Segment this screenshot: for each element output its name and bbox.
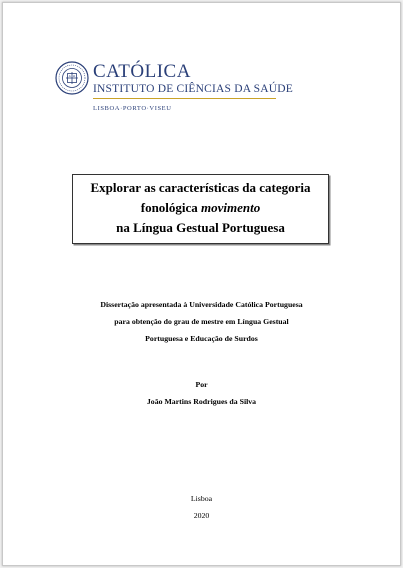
dissertation-line-2: para obtenção do grau de mestre em Língua Gestual	[114, 317, 289, 326]
author-name: João Martins Rodrigues da Silva	[146, 397, 257, 406]
thesis-title-line-2-prefix: fonológica	[140, 200, 202, 215]
university-logo	[55, 61, 295, 121]
dissertation-line-3: Portuguesa e Educação de Surdos	[145, 334, 258, 343]
thesis-title-line-1: Explorar as características da categoria	[90, 180, 311, 195]
author-block	[3, 376, 400, 410]
institute-name: INSTITUTO DE CIÊNCIAS DA SAÚDE	[93, 83, 294, 95]
university-seal-icon	[55, 61, 89, 95]
svg-text:Ω: Ω	[73, 74, 76, 78]
dissertation-statement	[3, 296, 400, 347]
campus-cities: LISBOA·PORTO·VISEU	[93, 105, 172, 112]
logo-divider	[93, 98, 276, 99]
dissertation-line-1: Dissertação apresentada à Universidade Católica Portuguesa	[100, 300, 303, 309]
university-name: CATÓLICA	[93, 61, 191, 82]
place-date-block	[3, 490, 400, 524]
author-by: Por	[195, 380, 208, 389]
thesis-title-line-2	[73, 198, 328, 218]
place: Lisboa	[190, 494, 213, 503]
thesis-title-line-3: na Língua Gestual Portuguesa	[116, 220, 285, 235]
thesis-title-emphasis: movimento	[201, 200, 261, 215]
document-page	[2, 2, 401, 566]
thesis-title-box	[72, 174, 329, 244]
year: 2020	[193, 511, 210, 520]
svg-text:A: A	[68, 74, 71, 78]
